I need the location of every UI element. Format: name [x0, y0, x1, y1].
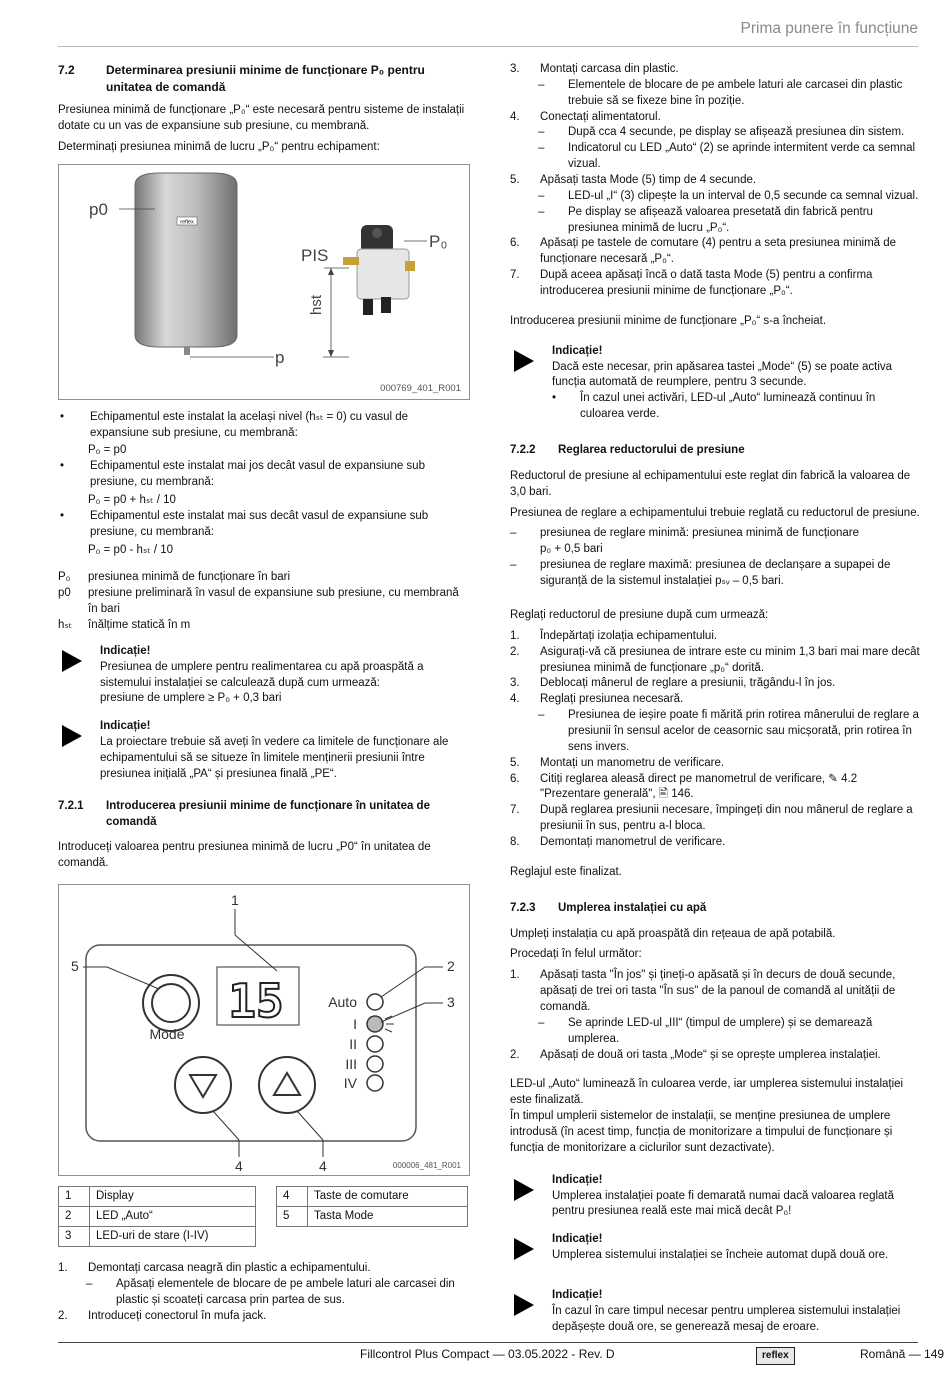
paragraph: Determinați presiunea minimă de lucru „P₀“ pentru echipament: — [58, 140, 380, 153]
step-text: După cca 4 secunde, pe display se afișează presiunea din sistem. — [568, 126, 905, 139]
legend-table-left — [58, 1186, 256, 1247]
bullet-list — [58, 410, 470, 559]
list-item — [510, 629, 920, 645]
legend — [58, 1186, 470, 1247]
list-item — [510, 205, 920, 237]
footer-page — [860, 1346, 944, 1363]
note-title: Indicație! — [100, 720, 151, 733]
item-text: presiunea de reglare maximă: presiunea de declanșare a supapei de siguranță de la sistemul instalației pₛᵥ – 0,5 bari. — [540, 559, 891, 588]
note-text: La proiectare trebuie să aveți în vedere ca limitele de funcționare ale echipamentului să se situeze în limitele menținerii presiunii între presiunea inițială „PA“ și presiunea finală „PE“. — [100, 736, 449, 780]
note-arrow-icon — [58, 644, 100, 707]
step-number: 1. — [510, 629, 520, 642]
legend-table-right — [276, 1186, 468, 1227]
running-header: Prima punere în funcțiune — [740, 20, 918, 37]
step-text: LED-ul „I“ (3) clipește la un interval de 0,5 secunde ca semnal vizual. — [568, 189, 919, 202]
callout-2: 2 — [447, 958, 455, 975]
figure-pressure-vessel — [58, 164, 470, 400]
right-column — [510, 62, 920, 1348]
note-formula: presiune de umplere ≥ P₀ + 0,3 bari — [100, 692, 282, 705]
definition-text: presiune preliminară în vasul de expansiune sub presiune, cu membrană în bari — [88, 587, 459, 616]
callout-4b: 4 — [319, 1158, 327, 1175]
list-item — [510, 189, 920, 205]
step-number: 5. — [510, 174, 520, 187]
step-text: Apăsați tasta Mode (5) timp de 4 secunde. — [540, 174, 757, 187]
definition — [58, 586, 470, 618]
item-text: p₀ + 0,5 bari — [540, 543, 603, 556]
dash-mark: – — [510, 559, 517, 572]
note-sub-item — [552, 391, 920, 423]
figure-id: 000769_401_R001 — [380, 382, 461, 394]
legend-number: 3 — [59, 1227, 90, 1247]
step-text: Deblocați mânerul de reglare a presiunii, trăgându-l în jos. — [540, 677, 836, 690]
paragraph: Presiunea de reglare a echipamentului trebuie reglată cu reductorul de presiune. — [510, 506, 920, 519]
bullet-text: Echipamentul este instalat mai jos decât vasul de expansiune sub presiune, cu membrană: — [90, 460, 425, 489]
legend-number: 4 — [277, 1187, 308, 1207]
section-title: Introducerea presiunii minime de funcționare în unitatea de comandă — [106, 799, 430, 828]
step-number: 8. — [510, 835, 520, 848]
definition — [58, 570, 470, 586]
table-row — [59, 1207, 256, 1227]
list-item — [510, 526, 920, 558]
bullet-mark: • — [60, 509, 65, 522]
bullet-mark: • — [60, 410, 65, 423]
label-hst: hst — [308, 294, 325, 315]
dash-mark: – — [538, 189, 545, 202]
step-text: După reglarea presiunii necesare, împingeți din nou mânerul de reglare a presiunii în sus, pentru a-l bloca. — [540, 804, 913, 833]
step-number: 7. — [510, 269, 520, 282]
note-text: Dacă este necesar, prin apăsarea tastei „Mode“ (5) se poate activa funcția automată de reumplere, pentru 3 secunde. — [552, 360, 893, 389]
item-text: presiunea de reglare minimă: presiunea minimă de funcționare — [540, 527, 859, 540]
step-number: 7. — [510, 804, 520, 817]
step-text: Elementele de blocare de pe ambele laturi ale carcasei din plastic trebuie să se fixeze bine în poziție. — [568, 78, 903, 107]
note-arrow-icon — [510, 1232, 552, 1264]
auto-label: Auto — [328, 994, 357, 1011]
legend-text: LED „Auto“ — [90, 1207, 256, 1227]
step-number: 2. — [510, 1048, 520, 1061]
led-label-iii: III — [345, 1056, 357, 1073]
step-text: Reglați presiunea necesară. — [540, 693, 684, 706]
step-number: 3. — [510, 63, 520, 75]
step-text: După aceea apăsați încă o dată tasta Mode (5) pentru a confirma introducerea presiunii minime de funcționare „P₀“. — [540, 269, 873, 298]
dash-mark: – — [538, 1016, 545, 1029]
paragraph: LED-ul „Auto“ luminează în culoarea verde, iar umplerea sistemului instalației este finalizată. — [510, 1078, 904, 1107]
note-arrow-icon — [510, 1173, 552, 1221]
step-text: Presiunea de ieșire poate fi mărită prin rotirea mânerului de reglare a presiunii în sensul acelor de ceasornic sau micșorată, prin rotirea în sens invers. — [568, 709, 919, 753]
legend-number: 2 — [59, 1207, 90, 1227]
cross-reference-link[interactable]: Citiți reglarea aleasă direct pe manometrul de verificare, ✎ 4.2 "Prezentare generală", 🖹 146. — [540, 772, 858, 801]
note-text: În cazul în care timpul necesar pentru umplerea sistemului instalației depășește două ore, se generează mesaj de eroare. — [552, 1304, 901, 1333]
steps-list — [58, 1261, 470, 1324]
step-number: 4. — [510, 110, 520, 123]
label-P0: P₀ — [429, 231, 448, 251]
callout-4a: 4 — [235, 1158, 243, 1175]
step-text: Apăsați de două ori tasta „Mode“ și se oprește umplerea instalației. — [540, 1048, 881, 1061]
list-item — [58, 1309, 470, 1325]
section-heading-7-2-2 — [510, 443, 920, 459]
page-number: — 149 — [908, 1347, 945, 1361]
bullet-mark: • — [60, 460, 65, 473]
legend-text: LED-uri de stare (I-IV) — [90, 1227, 256, 1247]
note-sub-text: În cazul unei activări, LED-ul „Auto“ luminează continuu în culoarea verde. — [580, 392, 876, 421]
paragraph: Introduceți valoarea pentru presiunea minimă de lucru „P0“ în unitatea de comandă. — [58, 841, 431, 870]
note-title: Indicație! — [552, 1233, 603, 1246]
step-text: Montați carcasa din plastic. — [540, 63, 679, 75]
list-item — [510, 141, 920, 173]
formula: P₀ = p0 — [88, 444, 127, 457]
label-pis: PIS — [301, 245, 329, 265]
legend-text: Display — [90, 1187, 256, 1207]
step-text: Pe display se afișează valoarea presetată din fabrică pentru presiunea minimă de lucru „P₀“. — [568, 205, 873, 234]
definition-term: p0 — [58, 587, 71, 600]
note-box — [510, 344, 920, 423]
paragraph: Procedați în felul următor: — [510, 948, 642, 961]
step-text: Demontați manometrul de verificare. — [540, 835, 726, 848]
list-item — [510, 708, 920, 756]
legend-number: 5 — [277, 1207, 308, 1227]
definition-term: P₀ — [58, 571, 71, 584]
control-panel-diagram — [59, 885, 469, 1175]
step-number: 4. — [510, 693, 520, 706]
note-box — [510, 1232, 920, 1264]
dash-mark: – — [538, 126, 545, 139]
section-title: Umplerea instalației cu apă — [558, 901, 707, 914]
led-label-i: I — [353, 1016, 357, 1033]
footer-language: Română — [860, 1347, 906, 1361]
section-title: Reglarea reductorului de presiune — [558, 444, 745, 457]
list-item — [510, 558, 920, 590]
note-arrow-icon — [510, 1288, 552, 1336]
note-arrow-icon — [58, 719, 100, 782]
list-item — [510, 835, 920, 851]
dash-mark: – — [510, 527, 517, 540]
table-row — [277, 1187, 468, 1207]
definition-term: hₛₜ — [58, 618, 73, 631]
footer-logo — [756, 1346, 795, 1365]
step-text: Apăsați elementele de blocare de pe ambele laturi ale carcasei din plastic și scoateți carcasa prin partea de sus. — [116, 1278, 455, 1306]
step-text: Apăsați tasta "În jos" și țineți-o apăsată și în decurs de două secunde, apăsați de trei ori tasta "În sus" de la panoul de comandă al unității de comandă. — [540, 969, 896, 1013]
list-item — [510, 1016, 920, 1048]
note-title: Indicație! — [552, 1289, 603, 1301]
section-heading-7-2 — [58, 62, 470, 95]
formula: P₀ = p0 + hₛₜ / 10 — [88, 493, 176, 506]
step-number: 2. — [510, 645, 520, 658]
steps-list — [510, 62, 920, 300]
step-text: Introduceți conectorul în mufa jack. — [88, 1309, 267, 1322]
section-heading-7-2-1 — [58, 799, 470, 831]
bullet-mark: • — [552, 392, 557, 405]
list-item — [58, 459, 470, 491]
section-number: 7.2.3 — [510, 901, 536, 914]
figure-id: 000006_481_R001 — [392, 1161, 461, 1171]
step-text: Demontați carcasa neagră din plastic a echipamentului. — [88, 1262, 371, 1275]
step-number: 1. — [58, 1262, 68, 1275]
list-item — [510, 1048, 920, 1064]
footer-document: Fillcontrol Plus Compact — 03.05.2022 - Rev. D — [360, 1347, 615, 1361]
table-row — [59, 1227, 256, 1247]
note-title: Indicație! — [552, 1173, 603, 1186]
step-text: Îndepărtați izolația echipamentului. — [540, 629, 718, 642]
mode-label: Mode — [149, 1026, 185, 1043]
callout-3: 3 — [447, 994, 455, 1011]
formula: P₀ = p0 - hₛₜ / 10 — [88, 543, 174, 556]
step-text: Indicatorul cu LED „Auto“ (2) se aprinde intermitent verde ca semnal vizual. — [568, 142, 916, 171]
step-text: Asigurați-vă că presiunea de intrare este cu minim 1,3 bari mai mare decât presiunea minimă de funcționare „p₀“ dorită. — [540, 645, 920, 674]
led-label-ii: II — [349, 1036, 357, 1053]
list-item — [510, 756, 920, 772]
note-title: Indicație! — [552, 344, 603, 357]
bullet-text: Echipamentul este instalat mai sus decât vasul de expansiune sub presiune, cu membrană: — [90, 509, 429, 538]
bullet-text: Echipamentul este instalat la același nivel (hₛₜ = 0) cu vasul de expansiune sub presiune, cu membrană: — [90, 410, 409, 439]
step-text: Se aprinde LED-ul „III“ (timpul de umplere) și se demarează umplerea. — [568, 1016, 873, 1045]
list-item — [58, 509, 470, 541]
dash-mark: – — [86, 1278, 93, 1291]
paragraph: Reglajul este finalizat. — [510, 865, 622, 878]
steps-list — [510, 629, 920, 851]
note-text: Umplerea sistemului instalației se încheie automat după două ore. — [552, 1249, 889, 1262]
section-number: 7.2.2 — [510, 444, 536, 457]
paragraph: În timpul umplerii sistemelor de instalații, se menține presiunea de umplere introdusă (în acest timp, funcția de monitorizare a timpului de funcționare și funcția de monitorizare a ciclurilor sunt dezactivate). — [510, 1110, 893, 1154]
vessel-brand-label: reflex — [180, 219, 194, 226]
step-text: Montați un manometru de verificare. — [540, 756, 725, 769]
note-box — [510, 1288, 920, 1336]
paragraph: Introducerea presiunii minime de funcționare „P₀“ s-a încheiat. — [510, 314, 827, 327]
label-p0: p0 — [89, 199, 108, 219]
list-item — [510, 236, 920, 268]
list-item — [510, 78, 920, 110]
paragraph: Reductorul de presiune al echipamentului este reglat din fabrică la valoarea de 3,0 bari. — [510, 469, 911, 498]
step-number: 2. — [58, 1309, 68, 1322]
step-text: Apăsați pe tastele de comutare (4) pentru a seta presiunea minimă de funcționare necesară „P₀“. — [540, 237, 897, 266]
steps-list — [510, 968, 920, 1063]
table-row — [277, 1207, 468, 1227]
note-title: Indicație! — [100, 644, 151, 657]
display-value: 15 — [228, 974, 284, 1029]
figure-control-panel — [58, 884, 470, 1176]
list-item — [58, 410, 470, 442]
section-number: 7.2.1 — [58, 799, 84, 812]
header-rule — [58, 46, 918, 47]
note-text: Presiunea de umplere pentru realimentarea cu apă proaspătă a sistemului instalației se calculează după cum urmează: — [100, 660, 424, 689]
callout-1: 1 — [231, 892, 239, 909]
list-item — [58, 1261, 470, 1277]
left-column — [58, 62, 470, 1325]
step-number: 1. — [510, 969, 520, 982]
section-number: 7.2 — [58, 63, 75, 77]
legend-text: Tasta Mode — [308, 1207, 468, 1227]
list-item — [510, 645, 920, 677]
definition-text: înălțime statică în m — [88, 618, 191, 631]
step-number: 3. — [510, 677, 520, 690]
note-box — [58, 719, 470, 782]
led-label-iv: IV — [343, 1075, 357, 1092]
note-arrow-icon — [510, 344, 552, 423]
list-item — [510, 125, 920, 141]
dash-mark: – — [538, 142, 545, 155]
list-item — [510, 803, 920, 835]
list-item — [510, 268, 920, 300]
note-box — [58, 644, 470, 707]
paragraph: Umpleți instalația cu apă proaspătă din rețeaua de apă potabilă. — [510, 927, 836, 940]
callout-5: 5 — [71, 958, 79, 975]
definition-text: presiunea minimă de funcționare în bari — [88, 571, 291, 584]
section-heading-7-2-3 — [510, 901, 920, 917]
step-text: Conectați alimentatorul. — [540, 110, 661, 123]
list-item — [510, 692, 920, 708]
list-item — [510, 968, 920, 1016]
note-box — [510, 1173, 920, 1221]
footer-rule — [58, 1342, 918, 1343]
label-p: p — [275, 347, 285, 367]
note-text: Umplerea instalației poate fi demarată numai dacă valoarea reglată pentru presiunea reală este mai mică decât P₀! — [552, 1189, 895, 1218]
legend-text: Taste de comutare — [308, 1187, 468, 1207]
brand-logo: reflex — [756, 1347, 795, 1365]
list-item — [510, 62, 920, 78]
list-item — [510, 676, 920, 692]
definition — [58, 618, 470, 634]
legend-number: 1 — [59, 1187, 90, 1207]
step-number: 5. — [510, 756, 520, 769]
paragraph: Reglați reductorul de presiune după cum urmează: — [510, 608, 769, 621]
list-item — [58, 1277, 470, 1309]
definition-list — [58, 570, 470, 633]
list-item — [510, 173, 920, 189]
section-title: Determinarea presiunii minime de funcționare P₀ pentru unitatea de comandă — [106, 63, 425, 94]
dash-mark: – — [538, 78, 545, 91]
step-number: 6. — [510, 237, 520, 250]
dash-mark: – — [538, 205, 545, 218]
step-number: 6. — [510, 772, 520, 785]
list-item[interactable] — [510, 772, 920, 804]
list-item — [510, 110, 920, 126]
paragraph: Presiunea minimă de funcționare „P₀“ este necesară pentru sisteme de instalații dotate cu un vas de expansiune sub presiune, cu membrană. — [58, 104, 465, 132]
vessel-diagram — [59, 165, 469, 399]
dash-mark: – — [538, 709, 545, 722]
table-row — [59, 1187, 256, 1207]
